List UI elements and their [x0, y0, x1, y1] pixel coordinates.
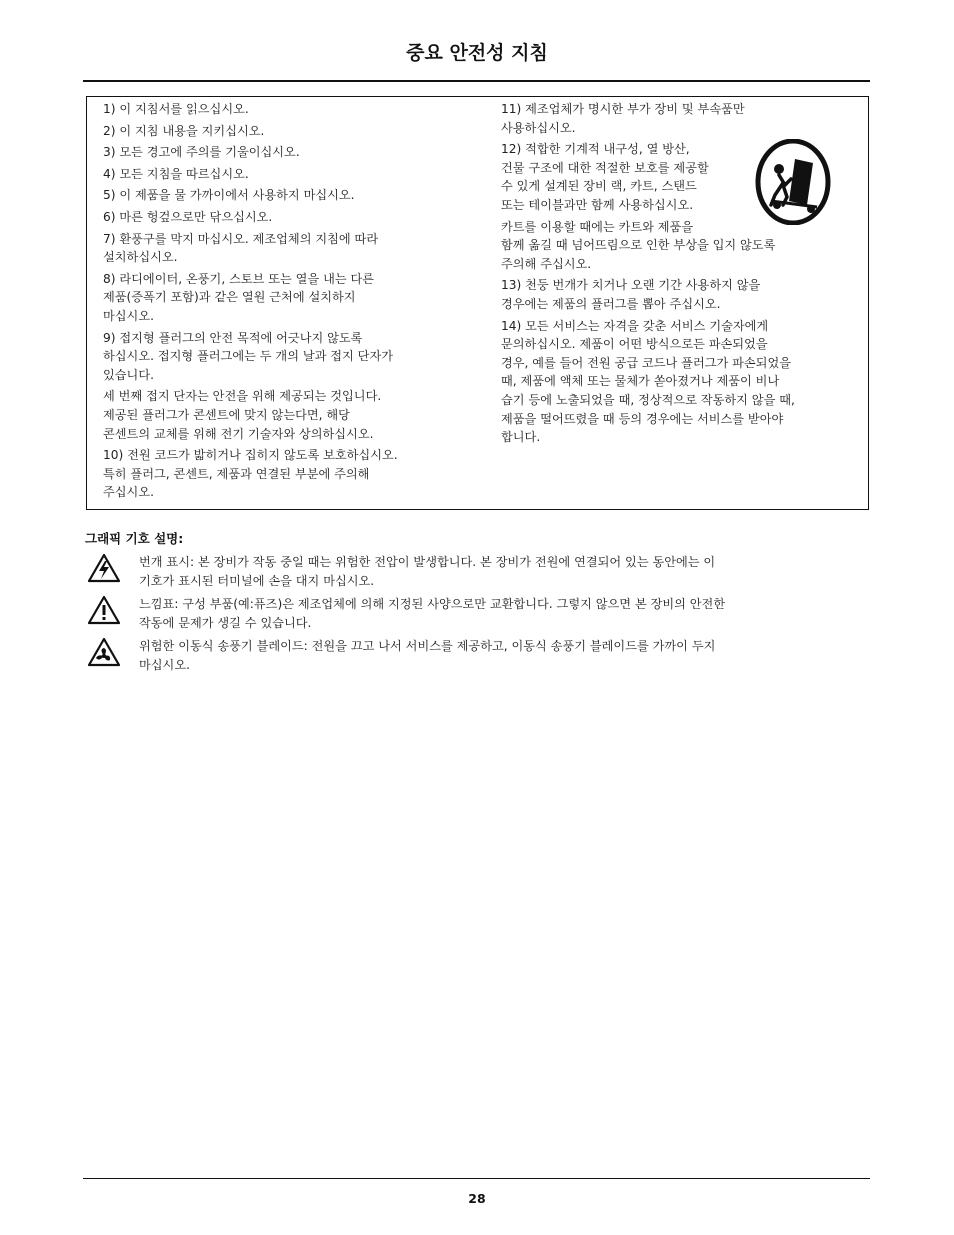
instructions-left-column: [103, 100, 481, 505]
cart-tipover-warning-icon: [755, 139, 831, 225]
fan-blade-warning-icon: [87, 637, 121, 667]
instruction-item: 11) 제조업체가 명시한 부가 장비 및 부속품만 사용하십시오.: [501, 102, 745, 135]
page-number: 28: [468, 1191, 486, 1206]
instruction-item: 8) 라디에이터, 온풍기, 스토브 또는 열을 내는 다른 제품(증폭기 포함)과 같은 열원 근처에 설치하지 마십시오.: [103, 271, 375, 323]
lightning-warning-icon: [87, 553, 121, 583]
instructions-box: [86, 96, 869, 510]
instruction-item: 세 번째 접지 단자는 안전을 위해 제공되는 것입니다. 제공된 플러그가 콘센트에 맞지 않는다면, 해당 콘센트의 교체를 위해 전기 기술자와 상의하십시오.: [103, 389, 382, 441]
page-title: 중요 안전성 지침: [406, 42, 548, 64]
instruction-item: 1) 이 지침서를 읽으십시오.: [103, 102, 249, 116]
instruction-item: 3) 모든 경고에 주의를 기울이십시오.: [103, 145, 300, 160]
instruction-item: 카트를 이용할 때에는 카트와 제품을 함께 옮길 때 넘어뜨림으로 인한 부상을 입지 않도록 주의해 주십시오.: [501, 219, 776, 271]
exclamation-warning-icon: [87, 595, 121, 625]
instruction-item: 9) 접지형 플러그의 안전 목적에 어긋나지 않도록 하십시오. 접지형 플러그에는 두 개의 날과 접지 단자가 있습니다.: [103, 330, 394, 382]
instruction-item: 10) 전원 코드가 밟히거나 집히지 않도록 보호하십시오. 특히 플러그, 콘센트, 제품과 연결된 부분에 주의해 주십시오.: [103, 448, 398, 500]
instruction-item: 5) 이 제품을 물 가까이에서 사용하지 마십시오.: [103, 188, 355, 203]
instruction-item: 12) 적합한 기계적 내구성, 열 방산, 건물 구조에 대한 적절한 보호를 제공할 수 있게 설계된 장비 랙, 카트, 스탠드 또는 테이블과만 함께 사용하십시오.: [501, 142, 709, 212]
instruction-item: 7) 환풍구를 막지 마십시오. 제조업체의 지침에 따라 설치하십시오.: [103, 231, 379, 265]
instruction-item: 13) 천둥 번개가 치거나 오랜 기간 사용하지 않을 경우에는 제품의 플러그를 뽑아 주십시오.: [501, 278, 761, 311]
legend-text: 느낌표: 구성 부품(예:퓨즈)은 제조업체에 의해 지정된 사양으로만 교환합니다. 그렇지 않으면 본 장비의 안전한 작동에 문제가 생길 수 있습니다.: [139, 597, 726, 630]
instruction-item: 6) 마른 헝겊으로만 닦으십시오.: [103, 209, 273, 224]
title-rule: [83, 80, 870, 82]
instruction-item: 14) 모든 서비스는 자격을 갖춘 서비스 기술자에게 문의하십시오. 제품이 어떤 방식으로든 파손되었을 경우, 예를 들어 전원 공급 코드나 플러그가 파손되었을 때, 제품에 액체 또는 물체가 쏟아졌거나 제품이 비나 습기 등에 노출되었을 때, 정상적으로 작동하지 않을 때, 제품을 떨어뜨렸을 때 등의 경우에는 서비스를 받아야 합니다.: [501, 318, 795, 445]
footer-rule: [83, 1178, 870, 1179]
legend-text: 번개 표시: 본 장비가 작동 중일 때는 위험한 전압이 발생합니다. 본 장비가 전원에 연결되어 있는 동안에는 이 기호가 표시된 터미널에 손을 대지 마십시오.: [139, 555, 716, 588]
instruction-item: 4) 모든 지침을 따르십시오.: [103, 166, 249, 181]
legend-title: 그래픽 기호 설명:: [85, 531, 184, 546]
legend-text: 위험한 이동식 송풍기 블레이드: 전원을 끄고 나서 서비스를 제공하고, 이동식 송풍기 블레이드를 가까이 두지 마십시오.: [139, 639, 716, 672]
instruction-item: 2) 이 지침 내용을 지키십시오.: [103, 123, 265, 138]
